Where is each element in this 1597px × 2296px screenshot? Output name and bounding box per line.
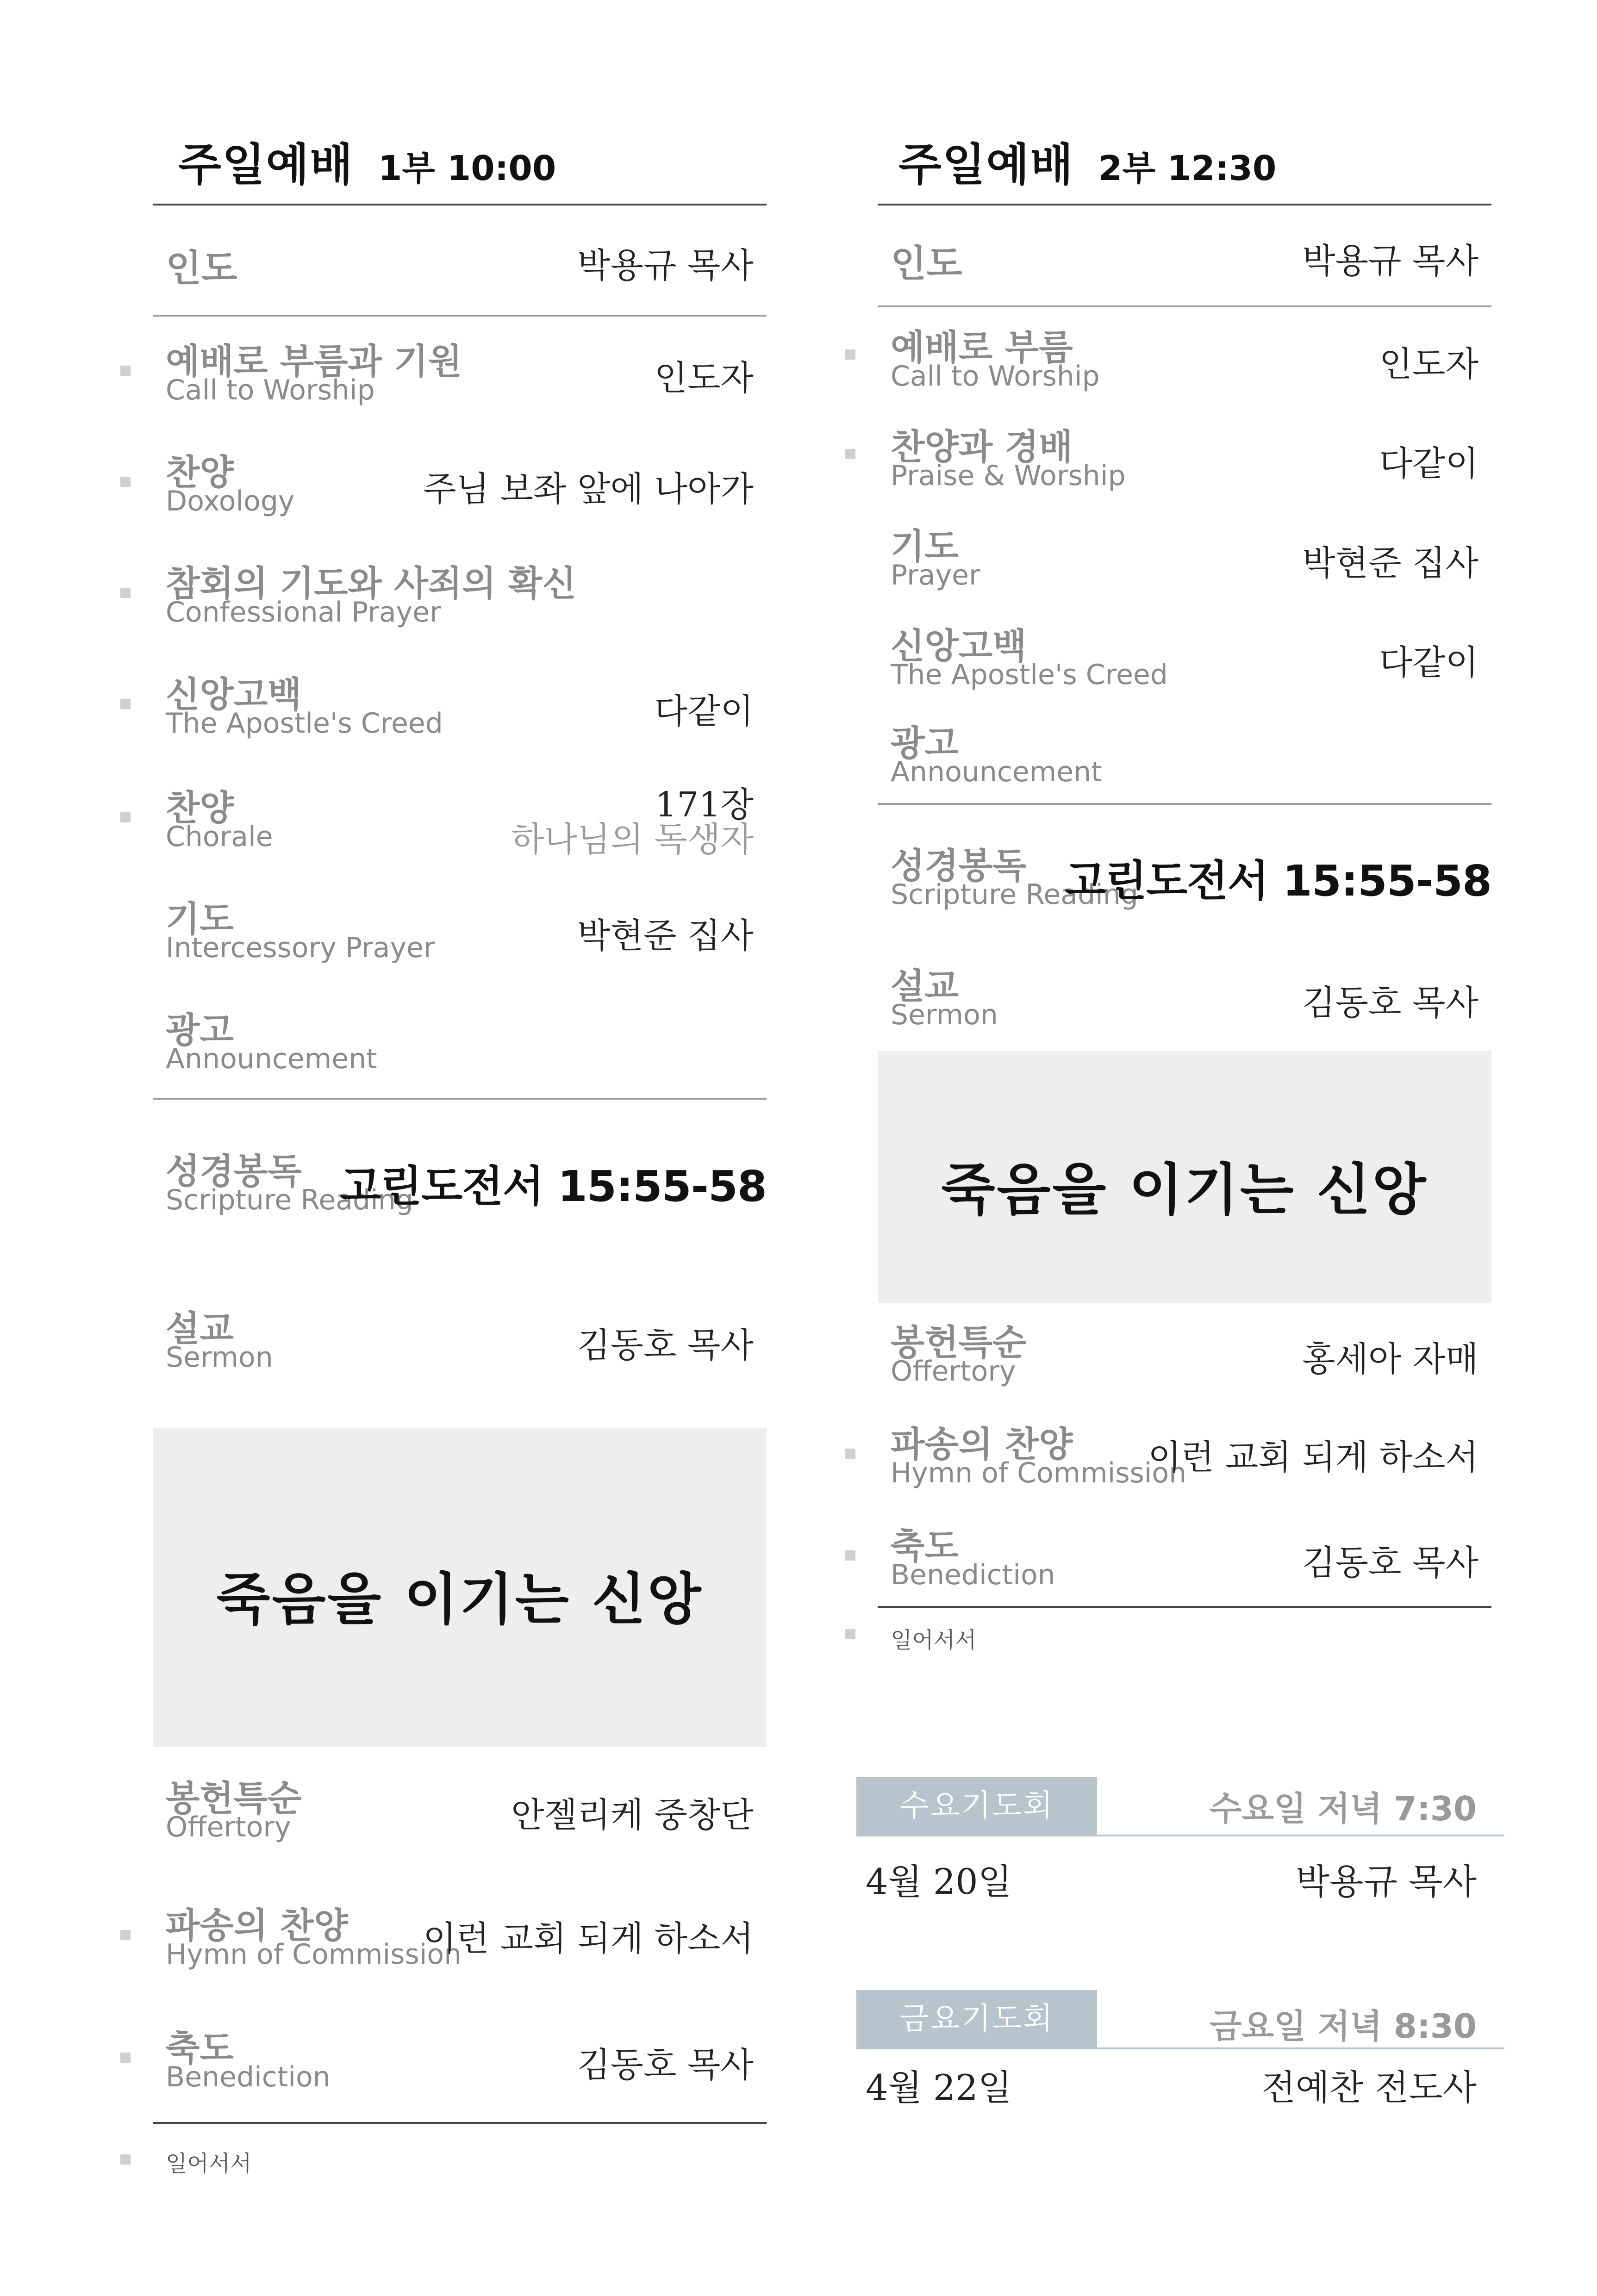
item-title: 축도 <box>166 2028 234 2069</box>
wednesday-prayer-meeting <box>856 1777 1504 1930</box>
meeting-date: 4월 20일 <box>866 1861 1012 1902</box>
item-value: 안젤리케 중창단 <box>511 1795 754 1835</box>
bottom-divider <box>878 1606 1491 1608</box>
item-subtitle: Sermon <box>166 1341 273 1374</box>
sermon-title-box <box>153 1428 767 1747</box>
leader-label: 인도 <box>891 242 962 285</box>
item-title: 찬양 <box>166 787 234 828</box>
meeting-divider <box>856 1835 1504 1836</box>
item-title: 파송의 찬양 <box>891 1424 1073 1465</box>
item-value: 이런 교회 되게 하소서 <box>423 1919 754 1959</box>
service-time: 1부 10:00 <box>378 149 556 188</box>
item-value: 김동호 목사 <box>577 2045 754 2085</box>
item-value: 인도자 <box>654 358 754 398</box>
item-subtitle: Intercessory Prayer <box>166 932 435 964</box>
item-title: 신앙고백 <box>166 674 302 715</box>
item-title: 기도 <box>166 898 234 940</box>
item-title: 신앙고백 <box>891 625 1027 666</box>
item-subtitle: Benediction <box>891 1559 1055 1591</box>
item-subtitle: Confessional Prayer <box>166 596 441 628</box>
hymn-number: 171장 <box>655 785 754 825</box>
item-title: 파송의 찬양 <box>166 1905 348 1946</box>
item-value: 박현준 집사 <box>577 916 754 956</box>
bullet-marker <box>120 1930 131 1940</box>
bullet-marker <box>845 1449 855 1459</box>
item-subtitle: Scripture Reading <box>166 1184 413 1216</box>
bullet-marker <box>120 2053 131 2063</box>
meeting-leader: 박용규 목사 <box>1295 1861 1477 1902</box>
leader-name: 박용규 목사 <box>1302 241 1478 281</box>
item-value: 김동호 목사 <box>1302 1543 1478 1583</box>
item-title: 광고 <box>891 722 959 764</box>
meeting-divider <box>856 2047 1504 2049</box>
leader-divider <box>153 315 767 317</box>
meeting-leader: 전예찬 전도사 <box>1261 2067 1477 2108</box>
stand-note: 일어서서 <box>891 1627 977 1653</box>
section-divider <box>878 803 1491 805</box>
friday-prayer-meeting <box>856 1990 1504 2143</box>
leader-label: 인도 <box>166 247 237 290</box>
sermon-title: 죽음을 이기는 신앙 <box>216 1568 703 1632</box>
bullet-marker <box>120 2154 131 2165</box>
item-value: 주님 보좌 앞에 나아가 <box>423 469 754 509</box>
stand-note: 일어서서 <box>166 2151 252 2177</box>
item-title: 성경봉독 <box>891 845 1027 886</box>
service-title: 주일예배 <box>898 139 1074 191</box>
item-subtitle: Sermon <box>891 999 998 1031</box>
item-subtitle: Praise & Worship <box>891 460 1126 492</box>
item-value: 다같이 <box>1379 444 1478 484</box>
meeting-label: 금요기도회 <box>856 1990 1097 2047</box>
leader-divider <box>878 305 1491 307</box>
bullet-marker <box>120 477 131 487</box>
item-subtitle: Offertory <box>166 1811 291 1843</box>
item-title: 축도 <box>891 1525 959 1567</box>
bullet-marker <box>120 699 131 709</box>
item-value: 인도자 <box>1379 344 1478 384</box>
item-subtitle: Prayer <box>891 559 980 591</box>
leader-row <box>153 204 767 315</box>
bullet-marker <box>845 349 855 360</box>
first-service-header <box>178 130 556 193</box>
second-service-header <box>898 130 1276 193</box>
item-title: 설교 <box>891 965 959 1007</box>
item-title: 찬양 <box>166 452 234 493</box>
bullet-marker <box>120 588 131 598</box>
meeting-date: 4월 22일 <box>866 2067 1012 2108</box>
item-title: 성경봉독 <box>166 1151 302 1192</box>
bottom-divider <box>153 2122 767 2124</box>
item-subtitle: Scripture Reading <box>891 878 1138 911</box>
item-subtitle: Benediction <box>166 2061 331 2093</box>
scripture-reference: 고린도전서 15:55-58 <box>340 1162 767 1211</box>
item-subtitle: Announcement <box>891 756 1102 788</box>
bullet-marker <box>120 366 131 376</box>
meeting-label: 수요기도회 <box>856 1777 1097 1835</box>
item-subtitle: Doxology <box>166 485 295 517</box>
item-subtitle: The Apostle's Creed <box>166 707 443 740</box>
leader-row <box>878 204 1491 305</box>
item-title: 찬양과 경배 <box>891 426 1073 467</box>
item-title: 설교 <box>166 1308 234 1349</box>
preacher-name: 김동호 목사 <box>1302 983 1478 1023</box>
item-subtitle: Offertory <box>891 1355 1016 1388</box>
preacher-name: 김동호 목사 <box>577 1325 754 1365</box>
item-subtitle: Call to Worship <box>166 374 375 406</box>
item-title: 예배로 부름과 기원 <box>166 341 462 382</box>
item-subtitle: The Apostle's Creed <box>891 659 1168 691</box>
service-time: 2부 12:30 <box>1098 149 1277 188</box>
item-value: 이런 교회 되게 하소서 <box>1148 1437 1478 1477</box>
item-subtitle: Hymn of Commission <box>891 1457 1187 1489</box>
hymn-title: 하나님의 독생자 <box>511 820 754 859</box>
meeting-time: 수요일 저녁 7:30 <box>1210 1789 1477 1828</box>
section-divider <box>153 1098 767 1100</box>
sermon-title-box <box>878 1051 1491 1303</box>
item-title: 봉헌특순 <box>891 1322 1027 1363</box>
leader-name: 박용규 목사 <box>577 246 754 286</box>
bullet-marker <box>845 1550 855 1561</box>
item-value: 홍세아 자매 <box>1302 1339 1478 1379</box>
scripture-reference: 고린도전서 15:55-58 <box>1065 856 1491 906</box>
item-value: 다같이 <box>654 691 754 731</box>
meeting-time: 금요일 저녁 8:30 <box>1210 2007 1477 2046</box>
bullet-marker <box>845 1629 855 1639</box>
service-title: 주일예배 <box>178 139 354 191</box>
item-title: 예배로 부름 <box>891 327 1073 368</box>
sermon-title: 죽음을 이기는 신앙 <box>941 1158 1428 1222</box>
item-title: 참회의 기도와 사죄의 확신 <box>166 563 576 604</box>
item-title: 봉헌특순 <box>166 1778 302 1819</box>
item-subtitle: Chorale <box>166 821 273 853</box>
bullet-marker <box>845 449 855 459</box>
item-value: 다같이 <box>1379 643 1478 683</box>
bullet-marker <box>120 812 131 822</box>
item-subtitle: Hymn of Commission <box>166 1938 462 1971</box>
item-title: 광고 <box>166 1009 234 1051</box>
item-value: 박현준 집사 <box>1302 543 1478 583</box>
item-title: 기도 <box>891 526 959 567</box>
item-subtitle: Announcement <box>166 1043 377 1075</box>
item-subtitle: Call to Worship <box>891 360 1100 392</box>
